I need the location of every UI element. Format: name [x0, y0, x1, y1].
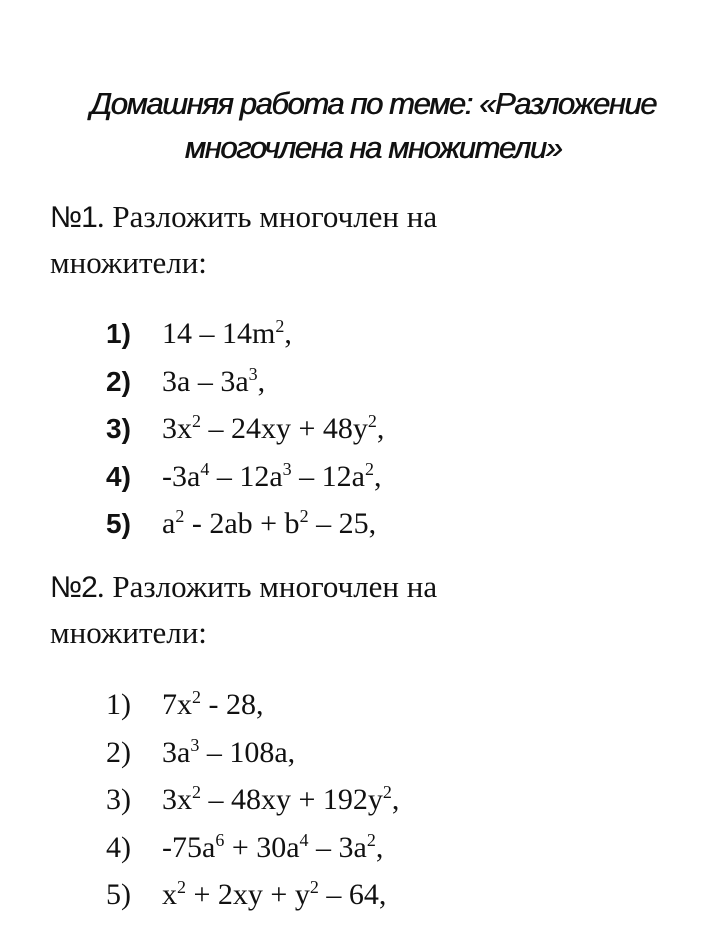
- exponent: 2: [275, 316, 285, 336]
- problem-expression: $a^2 - 2ab + b^2 - 25$,: [162, 506, 377, 540]
- exponent: 2: [366, 829, 376, 850]
- exponent: 2: [299, 506, 309, 526]
- exponent: 3: [190, 734, 200, 755]
- exponent: 2: [364, 458, 374, 479]
- problem-item: [106, 729, 399, 777]
- problem-number: 4): [106, 460, 131, 492]
- exponent: 3: [282, 458, 292, 479]
- exponent: 4: [200, 458, 210, 479]
- problem-number: 3): [106, 413, 131, 444]
- problem-expression: $3x^2 - 24xy + 48y^2$,: [162, 411, 385, 445]
- exponent: 2: [309, 877, 319, 897]
- task-1-problem-list: [106, 310, 384, 548]
- problem-expression: $-3a^4 - 12a^3 - 12a^2$,: [162, 458, 382, 493]
- exponent: 6: [215, 829, 225, 850]
- task-number: №2: [50, 571, 97, 604]
- problem-item: [106, 310, 384, 358]
- problem-item: [106, 824, 399, 872]
- task-instruction: . Разложить многочлен на: [96, 199, 438, 234]
- problem-item: [106, 358, 384, 406]
- exponent: 2: [175, 506, 185, 526]
- problem-number: 1): [106, 318, 131, 349]
- problem-expression: $3x^2 - 48xy + 192y^2$,: [162, 782, 400, 816]
- task-2-heading: [50, 564, 690, 655]
- task-instruction-continued: множители:: [50, 615, 207, 650]
- problem-expression: $7x^2 - 28$,: [162, 687, 264, 721]
- problem-number: 5): [106, 508, 131, 539]
- problem-expression: $3a - 3a^3$,: [162, 363, 266, 398]
- problem-expression: $14 - 14m^2$,: [162, 316, 292, 350]
- problem-expression: $-75a^6 + 30a^4 - 3a^2$,: [162, 829, 384, 864]
- problem-item: [106, 871, 399, 919]
- exponent: 2: [192, 411, 201, 431]
- problem-expression: $x^2 + 2xy + y^2 - 64$,: [162, 877, 387, 911]
- exponent: 2: [192, 687, 201, 707]
- exponent: 2: [177, 877, 186, 897]
- problem-item: [106, 405, 384, 453]
- title-line-2: многочлена на множители»: [184, 130, 562, 165]
- problem-number: 2): [106, 735, 131, 769]
- exponent: 2: [382, 782, 392, 802]
- task-instruction: . Разложить многочлен на: [96, 569, 438, 604]
- problem-item: [106, 453, 384, 501]
- exponent: 2: [367, 411, 377, 431]
- problem-number: 5): [106, 878, 131, 911]
- task-1-heading: [50, 194, 690, 285]
- problem-expression: $3a^3 - 108a$,: [162, 734, 296, 769]
- problem-number: 4): [106, 830, 131, 864]
- page-title: [40, 82, 706, 170]
- exponent: 3: [248, 363, 258, 384]
- problem-item: [106, 500, 384, 548]
- exponent: 2: [192, 782, 201, 802]
- problem-item: [106, 776, 399, 824]
- problem-number: 1): [106, 688, 131, 721]
- title-line-1: Домашняя работа по теме: «Разложение: [90, 86, 656, 121]
- problem-item: [106, 681, 399, 729]
- problem-number: 2): [106, 365, 131, 397]
- exponent: 4: [299, 829, 309, 850]
- task-number: №1: [50, 201, 97, 234]
- task-instruction-continued: множители:: [50, 245, 207, 280]
- task-2-problem-list: [106, 681, 399, 919]
- problem-number: 3): [106, 783, 131, 816]
